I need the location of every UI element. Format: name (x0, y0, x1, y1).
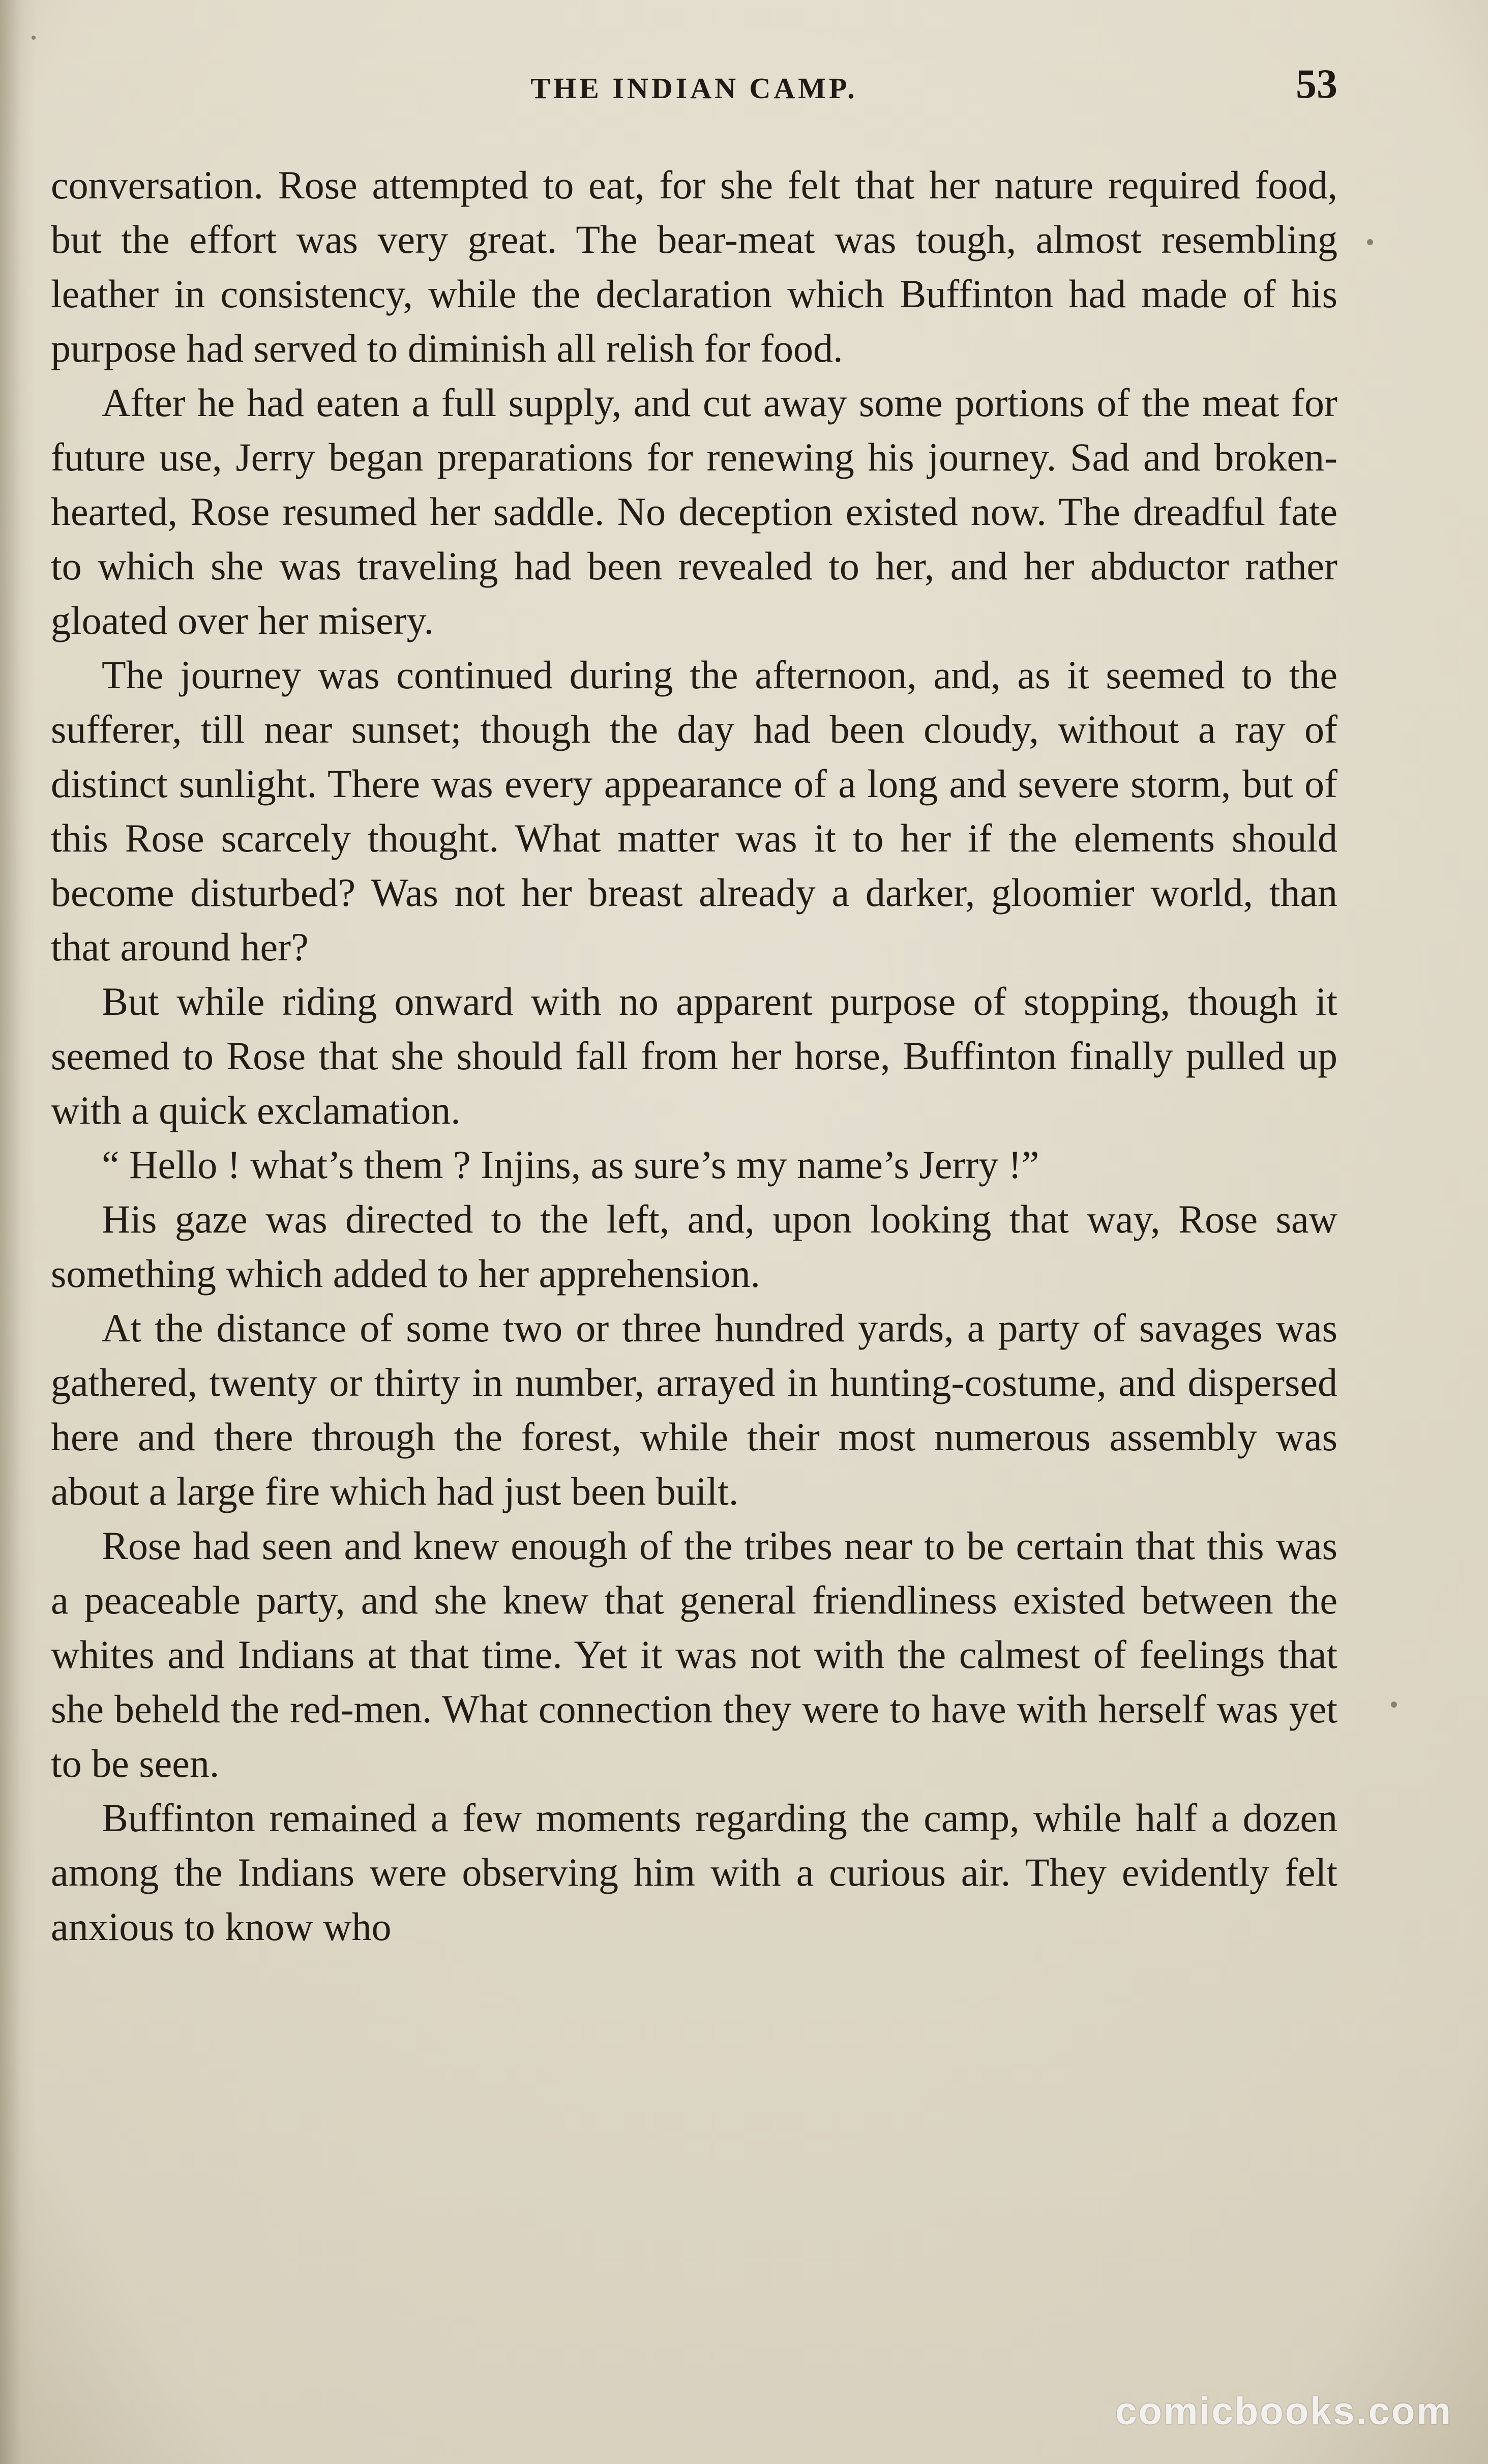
paragraph-7: At the distance of some two or three hundred yards, a party of savages was gathered, twenty or thirty in number, arrayed in hunting-costume, and dispersed here and there through the forest, while their most numerous assembly was about a large fire which had just been built. (51, 1306, 1337, 1513)
paragraph-1: conversation. Rose attempted to eat, for she felt that her nature required food, but the effort was very great. The bear-meat was tough, almost resembling leather in consistency, while the declaration which Buffinton had made of his purpose had served to diminish all relish for food. (51, 163, 1337, 370)
paper-speck (1367, 239, 1373, 245)
page-number: 53 (1296, 61, 1337, 107)
page-spine-shadow (0, 0, 36, 2464)
paragraph-6: His gaze was directed to the left, and, upon looking that way, Rose saw something which added to her apprehension. (51, 1197, 1337, 1296)
paragraph-4: But while riding onward with no apparent purpose of stopping, though it seemed to Rose that she should fall from her horse, Buffinton finally pulled up with a quick exclamation. (51, 979, 1337, 1132)
watermark-text: comicbooks.com (1115, 2390, 1452, 2433)
page-body-text (51, 158, 1337, 1954)
paragraph-5-dialogue: “ Hello ! what’s them ? Injins, as sure’s my name’s Jerry !” (102, 1142, 1039, 1187)
paper-speck (1391, 1702, 1397, 1708)
page-header (51, 56, 1337, 127)
paper-speck (32, 36, 36, 40)
paragraph-2: After he had eaten a full supply, and cut away some portions of the meat for future use, Jerry began preparations for renewing his journey. Sad and broken-hearted, Rose resumed her saddle. No deception existed now. The dreadful fate to which she was traveling had been revealed to her, and her abductor rather gloated over her misery. (51, 380, 1337, 642)
paragraph-3: The journey was continued during the afternoon, and, as it seemed to the sufferer, till near sunset; though the day had been cloudy, without a ray of distinct sunlight. There was every appearance of a long and severe storm, but of this Rose scarcely thought. What matter was it to her if the elements should become disturbed? Was not her breast already a darker, gloomier world, than that around her? (51, 653, 1337, 969)
paragraph-9: Buffinton remained a few moments regarding the camp, while half a dozen among the Indians were observing him with a curious air. They evidently felt anxious to know who (51, 1796, 1337, 1949)
running-head: THE INDIAN CAMP. (530, 72, 858, 105)
paragraph-8: Rose had seen and knew enough of the tribes near to be certain that this was a peaceable party, and she knew that general friendliness existed between the whites and Indians at that time. Yet it was not with the calmest of feelings that she beheld the red-men. What connection they were to have with herself was yet to be seen. (51, 1523, 1337, 1785)
